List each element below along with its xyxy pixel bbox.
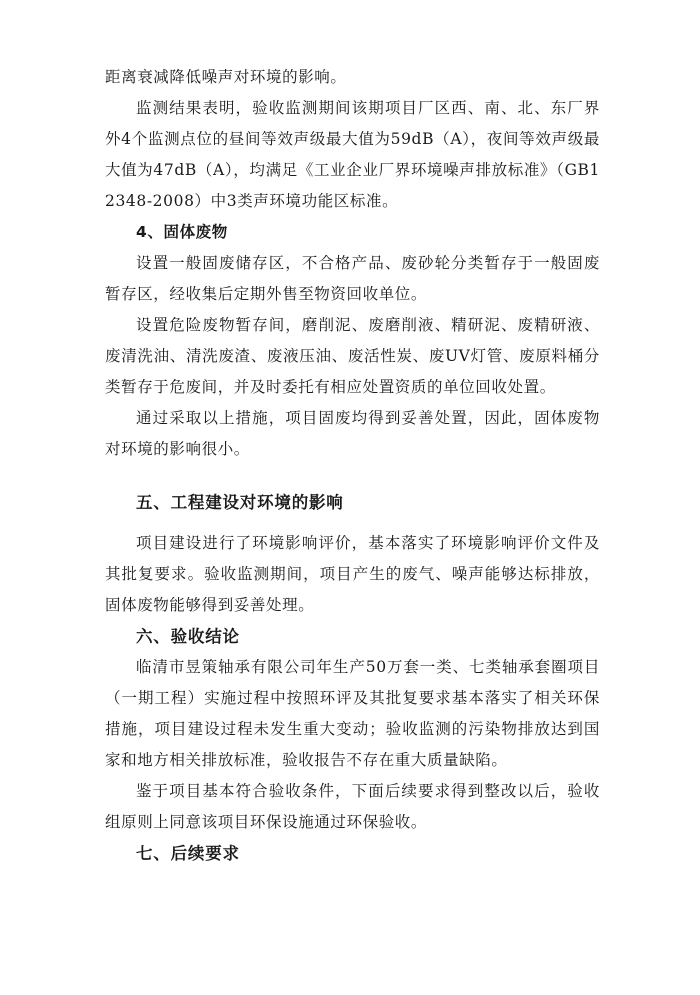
heading-section-7: 七、后续要求 bbox=[136, 844, 240, 863]
paragraph-general-solid-waste: 设置一般固废储存区，不合格产品、废砂轮分类暂存于一般固废暂存区，经收集后定期外售至物资回收单位。 bbox=[105, 254, 600, 303]
paragraph-hazardous-waste: 设置危险废物暂存间，磨削泥、废磨削液、精研泥、废精研液、废清洗油、清洗废渣、废液压油、废活性炭、废UV灯管、废原料桶分类暂存于危废间，并及时委托有相应处置资质的单位回收处置。 bbox=[105, 316, 600, 396]
paragraph-noise-monitoring: 监测结果表明，验收监测期间该期项目厂区西、南、北、东厂界外4个监测点位的昼间等效声级最大值为59dB（A），夜间等效声级最大值为47dB（A），均满足《工业企业厂界环境噪声排放标准》（GB12348-2008）中3类声环境功能区标准。 bbox=[105, 99, 600, 210]
heading-solid-waste: 4、固体废物 bbox=[136, 223, 228, 241]
paragraph-acceptance-decision: 鉴于项目基本符合验收条件，下面后续要求得到整改以后，验收组原则上同意该项目环保设施通过环保验收。 bbox=[105, 782, 600, 831]
heading-section-6: 六、验收结论 bbox=[136, 627, 240, 646]
paragraph-solid-waste-summary: 通过采取以上措施，项目固废均得到妥善处置，因此，固体废物对环境的影响很小。 bbox=[105, 409, 600, 458]
section-gap bbox=[105, 465, 600, 487]
document-page bbox=[105, 62, 600, 869]
paragraph-construction-impact: 项目建设进行了环境影响评价，基本落实了环境影响评价文件及其批复要求。验收监测期间，项目产生的废气、噪声能够达标排放，固体废物能够得到妥善处理。 bbox=[105, 534, 600, 614]
paragraph-acceptance-conclusion: 临清市昱策轴承有限公司年生产50万套一类、七类轴承套圈项目（一期工程）实施过程中按照环评及其批复要求基本落实了相关环保措施，项目建设过程未发生重大变动；验收监测的污染物排放达到国家和地方相关排放标准，验收报告不存在重大质量缺陷。 bbox=[105, 658, 600, 769]
section-gap bbox=[105, 518, 600, 528]
heading-section-5: 五、工程建设对环境的影响 bbox=[136, 493, 344, 512]
paragraph-noise-end: 距离衰减降低噪声对环境的影响。 bbox=[105, 68, 347, 86]
